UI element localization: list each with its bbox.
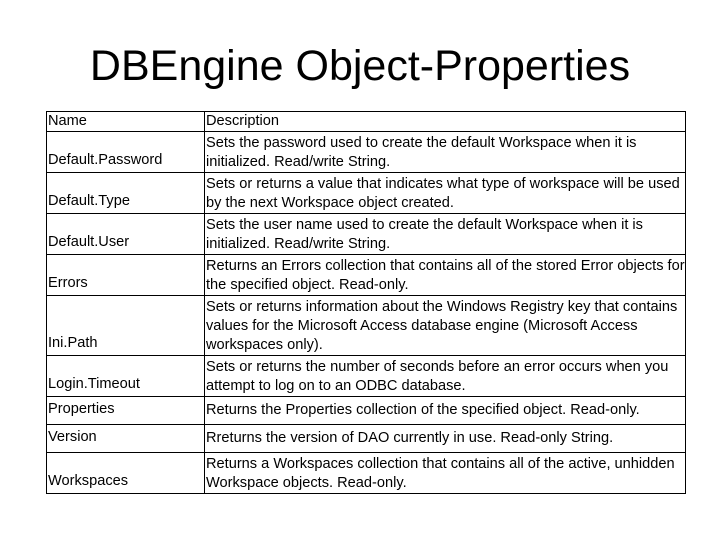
table-row	[47, 425, 686, 453]
table-row	[47, 356, 686, 397]
table-row	[47, 397, 686, 425]
property-description: Sets or returns the number of seconds before an error occurs when you attempt to log on to an ODBC database.	[205, 356, 686, 397]
column-header-name: Name	[47, 112, 205, 132]
property-name: Default.Password	[47, 132, 205, 173]
properties-table	[46, 111, 686, 494]
table-header-row	[47, 112, 686, 132]
table-row	[47, 132, 686, 173]
property-description: Sets the user name used to create the default Workspace when it is initialized. Read/write String.	[205, 214, 686, 255]
property-name: Workspaces	[47, 453, 205, 494]
property-description: Returns the Properties collection of the specified object. Read-only.	[205, 397, 686, 425]
property-name: Errors	[47, 255, 205, 296]
table-row	[47, 214, 686, 255]
property-description: Sets or returns information about the Windows Registry key that contains values for the Microsoft Access database engine (Microsoft Access workspaces only).	[205, 296, 686, 356]
table-row	[47, 453, 686, 494]
property-description: Sets or returns a value that indicates what type of workspace will be used by the next Workspace object created.	[205, 173, 686, 214]
property-name: Login.Timeout	[47, 356, 205, 397]
property-name: Properties	[47, 397, 205, 425]
slide-title: DBEngine Object-Properties	[89, 42, 631, 90]
property-name: Version	[47, 425, 205, 453]
property-name: Default.Type	[47, 173, 205, 214]
table-row	[47, 173, 686, 214]
property-description: Rreturns the version of DAO currently in use. Read-only String.	[205, 425, 686, 453]
column-header-description: Description	[205, 112, 686, 132]
table-row	[47, 255, 686, 296]
property-description: Sets the password used to create the default Workspace when it is initialized. Read/write String.	[205, 132, 686, 173]
property-description: Returns an Errors collection that contains all of the stored Error objects for the specified object. Read-only.	[205, 255, 686, 296]
property-description: Returns a Workspaces collection that contains all of the active, unhidden Workspace objects. Read-only.	[205, 453, 686, 494]
property-name: Default.User	[47, 214, 205, 255]
table-row	[47, 296, 686, 356]
property-name: Ini.Path	[47, 296, 205, 356]
